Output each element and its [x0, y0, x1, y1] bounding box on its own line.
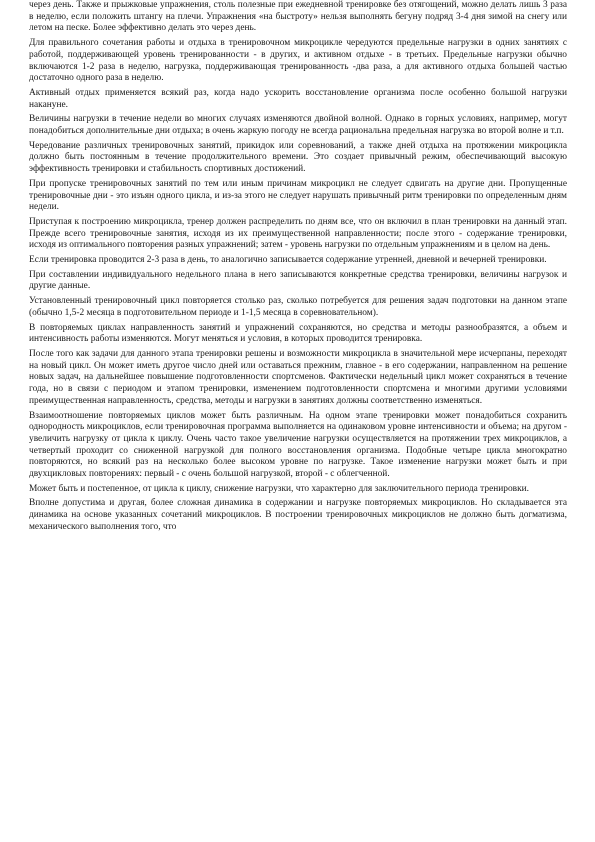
paragraph: Вполне допустима и другая, более сложная динамика в содержании и нагрузке повторяемых микроциклов. Но складывается эта динамика на основе указанных сочетаний микроциклов. В построении тренировочных микроциклов не должно быть догматизма, механического выполнения того, что [29, 498, 567, 532]
document-body [29, 0, 567, 537]
paragraph: Может быть и постепенное, от цикла к циклу, снижение нагрузки, что характерно для заключительного периода тренировки. [29, 483, 529, 494]
paragraph: Установленный тренировочный цикл повторяется столько раз, сколько потребуется для решения задач подготовки на данном этапе (обычно 1,5-2 месяца в подготовительном периоде и 1-1,5 месяца в соревновательном). [29, 296, 567, 318]
paragraph: Активный отдых применяется всякий раз, когда надо ускорить восстановление организма после особенно большой нагрузки накануне. [29, 87, 567, 110]
paragraph: Величины нагрузки в течение недели во многих случаях изменяются двойной волной. Однако в горных условиях, например, могут понадобиться дополнительные дни отдыха; в очень жаркую погоду не всегда рациональна предельная нагрузка во второй волне и т.п. [29, 114, 567, 137]
paragraph: Если тренировка проводится 2-3 раза в день, то аналогично записывается содержание утренней, дневной и вечерней тренировки. [29, 255, 547, 266]
paragraph: При составлении индивидуального недельного плана в него записываются конкретные средства тренировки, величины нагрузок и другие данные. [29, 269, 567, 292]
paragraph: Для правильного сочетания работы и отдыха в тренировочном микроцикле чередуются предельные нагрузки в одних занятиях с работой, поддерживающей уровень тренированности - в других, и активном отдыхе - в третьих. Предельные нагрузки обычно включаются 1-2 раза в неделю, нагрузка, поддерживающая тренированность -два раза, а для активного отдыха большей частью достаточно одного раза в неделю. [29, 38, 567, 84]
paragraph: В повторяемых циклах направленность занятий и упражнений сохраняются, но средства и методы разнообразятся, а объем и интенсивность работы изменяются. Могут меняться и условия, в которых проводится тренировка. [29, 322, 567, 345]
paragraph: После того как задачи для данного этапа тренировки решены и возможности микроцикла в значительной мере исчерпаны, переходят на новый цикл. Он может иметь другое число дней или оставаться прежним, главное - в его содержании, направленном на решение новых задач, на дальнейшее повышение подготовленности спортсменов. Фактически недельный цикл может сохраняться в течение года, но в связи с периодом и этапом тренировки, изменением подготовленности спортсмена и многими другими условиями преимущественная направленность, средства, методы и нагрузки в занятиях должны соответственно изменяться. [29, 348, 567, 406]
paragraph: При пропуске тренировочных занятий по тем или иным причинам микроцикл не следует сдвигать на другие дни. Пропущенные тренировочные дни - это изъян одного цикла, и из-за этого не следует нарушать привычный ритм тренировки по определенным дням недели. [29, 178, 567, 213]
paragraph: через день. Также и прыжковые упражнения, столь полезные при ежедневной тренировке без отягощений, можно делать лишь 3 раза в неделю, если положить штангу на плечи. Упражнения «на быстроту» нельзя выполнять бегуну подряд 3-4 дня зимой на снегу или летом на песке. Более эффективно делать это через день. [29, 0, 567, 34]
paragraph: Чередование различных тренировочных занятий, прикидок или соревнований, а также дней отдыха на протяжении микроцикла должно быть постоянным в течение продолжительного времени. Это создает привычный режим, обеспечивающий высокую эффективность тренировки и стабильность спортивных достижений. [29, 140, 567, 175]
paragraph: Приступая к построению микроцикла, тренер должен распределить по дням все, что он включил в план тренировки на данный этап. Прежде всего тренировочные занятия, исходя из их преимущественной направленности; после этого - содержание тренировки, исходя из оптимального повторения разных упражнений; затем - уровень нагрузки по отдельным упражнениям и в целом на день. [29, 216, 567, 251]
paragraph: Взаимоотношение повторяемых циклов может быть различным. На одном этапе тренировки может понадобиться сохранить однородность микроциклов, если тренировочная программа выполняется на одинаковом уровне интенсивности и объема; на другом - увеличить нагрузку от цикла к циклу. Очень часто такое увеличение нагрузки осуществляется на протяжении трех микроциклов, а четвертый проходит со сниженной нагрузкой для полного восстановления организма. Подобные четыре цикла многократно повторяются, но всякий раз на несколько более высоком уровне по нагрузке. Такое изменение нагрузки может быть и при двухцикловых повторениях: первый - с очень большой нагрузкой, второй - с облегченной. [29, 410, 567, 480]
